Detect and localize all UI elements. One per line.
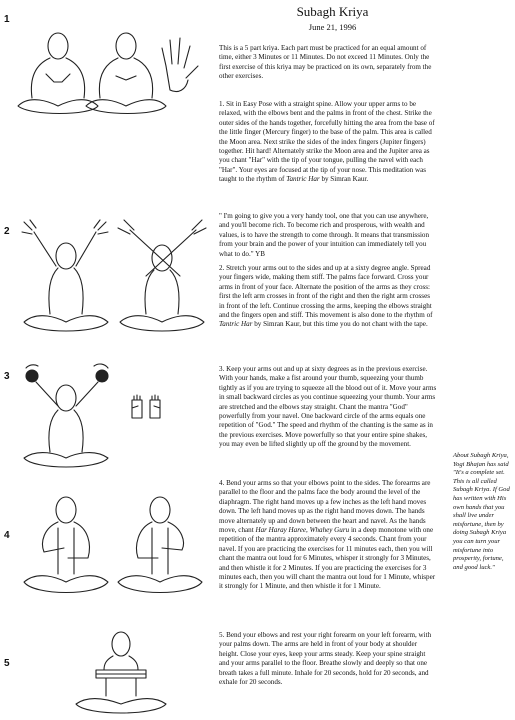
- seated-figure: [76, 632, 166, 713]
- seated-figure: [118, 497, 202, 593]
- figure-step3: [18, 362, 208, 472]
- hand-detail: [162, 38, 198, 92]
- step1-music: Tantric Har: [286, 175, 320, 184]
- step5-paragraph: 5. Bend your elbows and rest your right forearm on your left forearm, with your palms down. The arms are held in front of your body at shoulder height. Close your eyes, keep your arms steady. Keep your spine straight and your arms parallel to the floor. Breathe slowly and deeply so that one breath takes a full minute. Inhale for 20 seconds, hold for 20 seconds, and exhale for 20 seconds.: [219, 631, 432, 687]
- step4-paragraph: [219, 479, 437, 592]
- figure-step4: [18, 492, 208, 600]
- seated-figure: [86, 33, 166, 114]
- step-number-2: 2: [4, 226, 10, 237]
- quote-paragraph: " I'm going to give you a very handy tool, one that you can use anywhere, and you'll become rich. To become rich and prosperous, with wealth and values, is to have the strength to come through. It means that transmission from your brain and the power of your intuition can immediately tell you what to do." YB: [219, 212, 430, 258]
- figure-step1: [10, 28, 200, 120]
- seated-figure: [24, 497, 108, 593]
- step-number-5: 5: [4, 658, 10, 669]
- step1-text-end: by Simran Kaur.: [321, 175, 369, 184]
- fist-icon: [132, 395, 142, 418]
- intro-paragraph: This is a 5 part kriya. Each part must be practiced for an equal amount of time, either 3 Minutes or 11 Minutes. Do not exceed 11 Minutes. Only the first exercise of this kriya may be practiced on its own, separately from the other exercises.: [219, 44, 432, 81]
- step-number-3: 3: [4, 371, 10, 382]
- step-number-1: 1: [4, 14, 10, 25]
- step4-mantra: Har Haray Haree, Whahey Guru: [255, 526, 350, 535]
- step1-text: 1. Sit in Easy Pose with a straight spine. Allow your upper arms to be relaxed, with the elbows bent and the palms in front of the chest. Strike the outer sides of the hands together, forcefully hitting the area from the base of the little finger (Mercury finger) to the base of the palm. This area is called the Moon area. Next strike the sides of the index fingers (Jupiter fingers) together. Hit hard! Alternately strike the Moon area and the Jupiter area as you chant "Har" with the tip of your tongue, pulling the navel with each "Har". Your eyes are focused at the tip of your nose. This meditation was taught to the rhythm of: [219, 100, 435, 184]
- figure-step2: [18, 218, 208, 338]
- fist-icon: [150, 395, 160, 418]
- step2-text: 2. Stretch your arms out to the sides and up at a sixty degree angle. Spread your fingers wide, making them stiff. The palms face forward. Cross your arms in front of your face. Alternate the position of the arms as they cross: first the left arm crosses in front of the right and then the right arm crosses in front of the left. Continue crossing the arms, keeping the elbows straight and the fingers open and stiff. This movement is also done to the rhythm of: [219, 264, 433, 320]
- seated-figure: [24, 364, 108, 467]
- step2-text-end: by Simran Kaur, but this time you do not chant with the tape.: [254, 320, 428, 329]
- seated-figure: [18, 33, 98, 114]
- seated-figure: [118, 220, 206, 331]
- page-date: June 21, 1996: [308, 22, 357, 32]
- step4-text-end: in a deep monotone with one repetition of the mantra approximately every 4 seconds. Chant from your navel. If you are practicing the exercises for 11 minutes each, then you will chant the mantra out loud for 6 Minutes, whisper it strongly for 3 Minutes, and then whistle it for 2 Minutes. If you are practicing the exercises for 3 minutes each, then you will chant the mantra out loud for 1 Minute, whisper it strongly for 1 Minute, and then whistle it for 1 Minute.: [219, 526, 436, 591]
- step4-text: 4. Bend your arms so that your elbows point to the sides. The forearms are parallel to the floor and the palms face the body around the level of the diaphragm. The right hand moves up a few inches as the left hand moves down. The left hand moves up as the right hand moves down. The hands move alternately up and down between the heart and navel. As the hands move, chant: [219, 479, 431, 535]
- step-number-4: 4: [4, 530, 10, 541]
- step2-music: Tantric Har: [219, 320, 253, 329]
- figure-step5: [66, 630, 176, 718]
- page-title: Subagh Kriya: [296, 4, 369, 19]
- step3-paragraph: 3. Keep your arms out and up at sixty degrees as in the previous exercise. With your hands, make a fist around your thumb, squeezing your thumb tightly as if you are trying to squeeze all the blood out of it. Move your arms in small backward circles as you continue squeezing your thumb. Your arms are stretched and the elbows stay straight. Chant the mantra "God" powerfully from your navel. One backward circle of the arms equals one repetition of "God." The speed and rhythm of the chanting is the same as in the previous exercises. Move powerfully so that your entire spine shakes, you may even be lifted slightly up off the ground by the movement.: [219, 365, 437, 449]
- step1-paragraph: [219, 100, 437, 185]
- sidebar-note: About Subagh Kriya, Yogi Bhajan has said "It's a complete set. This is all called Subagh Kriya. If God has written with His own hands that you shall live under misfortune, then by doing Subagh Kriya you can turn your misfortune into prosperity, fortune, and good luck.": [453, 452, 510, 571]
- step2-paragraph: [219, 264, 437, 330]
- seated-figure: [22, 220, 108, 331]
